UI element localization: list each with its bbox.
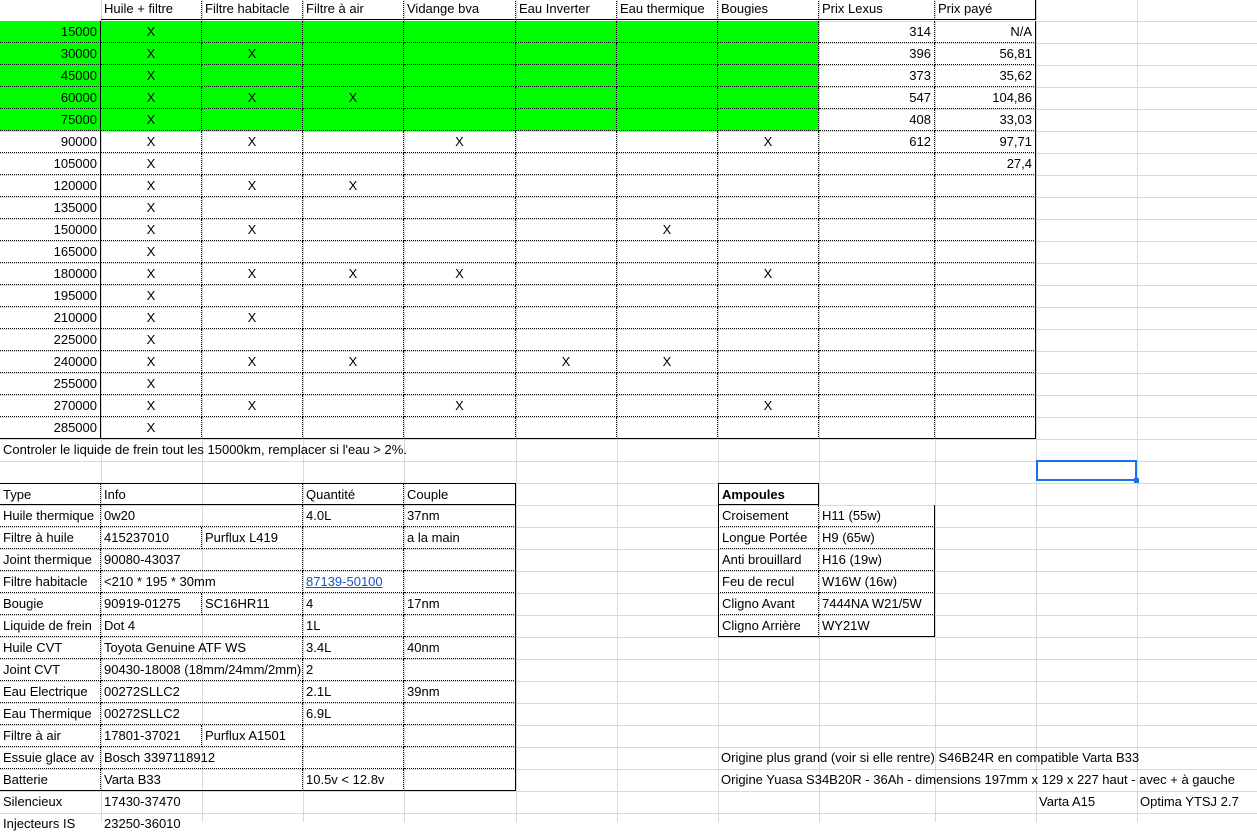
task-cell[interactable]: X (617, 219, 718, 241)
parts-cell[interactable] (303, 527, 404, 549)
parts-cell[interactable] (303, 549, 404, 571)
task-cell[interactable] (202, 285, 303, 307)
parts-cell[interactable]: Joint thermique (0, 549, 101, 571)
task-cell[interactable]: X (101, 109, 202, 131)
task-cell[interactable] (617, 307, 718, 329)
task-cell[interactable] (202, 329, 303, 351)
price-lexus-cell[interactable]: 547 (819, 87, 935, 109)
price-paid-cell[interactable] (935, 175, 1036, 197)
task-cell[interactable] (516, 263, 617, 285)
price-paid-cell[interactable]: 27,4 (935, 153, 1036, 175)
task-cell[interactable] (303, 395, 404, 417)
task-cell[interactable] (202, 153, 303, 175)
parts-cell[interactable] (404, 615, 516, 637)
price-paid-cell[interactable] (935, 219, 1036, 241)
task-cell[interactable] (718, 351, 819, 373)
parts-cell[interactable] (303, 725, 404, 747)
task-cell[interactable]: X (718, 263, 819, 285)
task-cell[interactable] (617, 109, 718, 131)
task-cell[interactable] (404, 197, 516, 219)
task-cell[interactable] (303, 153, 404, 175)
task-cell[interactable] (718, 241, 819, 263)
price-paid-cell[interactable] (935, 197, 1036, 219)
task-cell[interactable]: X (404, 395, 516, 417)
task-cell[interactable]: X (101, 241, 202, 263)
task-cell[interactable] (617, 65, 718, 87)
km-cell[interactable]: 285000 (0, 417, 101, 439)
task-cell[interactable] (718, 65, 819, 87)
grid-column-line (1036, 0, 1037, 822)
task-cell[interactable] (516, 131, 617, 153)
task-cell[interactable] (404, 65, 516, 87)
price-lexus-cell[interactable] (819, 329, 935, 351)
task-cell[interactable] (404, 285, 516, 307)
task-cell[interactable] (404, 219, 516, 241)
task-cell[interactable] (718, 285, 819, 307)
extra-part-ref[interactable]: 17430-37470 (104, 794, 181, 809)
task-cell[interactable]: X (404, 263, 516, 285)
price-lexus-cell[interactable] (819, 417, 935, 439)
parts-cell[interactable]: Eau Thermique (0, 703, 101, 725)
task-cell[interactable] (718, 219, 819, 241)
task-cell[interactable] (202, 109, 303, 131)
task-cell[interactable] (303, 197, 404, 219)
task-cell[interactable] (303, 373, 404, 395)
task-cell[interactable] (516, 153, 617, 175)
task-cell[interactable]: X (101, 153, 202, 175)
task-cell[interactable] (404, 175, 516, 197)
parts-cell[interactable]: 1L (303, 615, 404, 637)
parts-cell[interactable]: 6.9L (303, 703, 404, 725)
parts-header-cell[interactable]: Couple (404, 483, 516, 505)
task-cell[interactable]: X (101, 285, 202, 307)
bulb-position[interactable]: Longue Portée (718, 527, 819, 549)
task-cell[interactable]: X (617, 351, 718, 373)
task-cell[interactable] (404, 417, 516, 439)
task-cell[interactable] (718, 307, 819, 329)
header-cell[interactable]: Eau thermique (617, 0, 718, 20)
km-cell[interactable]: 120000 (0, 175, 101, 197)
parts-cell[interactable]: 17nm (404, 593, 516, 615)
task-cell[interactable] (516, 109, 617, 131)
parts-cell[interactable]: Liquide de frein (0, 615, 101, 637)
parts-cell[interactable]: 415237010 (101, 527, 202, 549)
task-cell[interactable] (516, 417, 617, 439)
price-paid-cell[interactable] (935, 307, 1036, 329)
parts-info-cell[interactable]: <210 * 195 * 30mm (101, 571, 303, 593)
parts-info-cell[interactable]: 90080-43037 (101, 549, 303, 571)
fill-handle[interactable] (1134, 478, 1139, 483)
parts-cell[interactable]: Joint CVT (0, 659, 101, 681)
task-cell[interactable] (516, 241, 617, 263)
task-cell[interactable] (617, 329, 718, 351)
task-cell[interactable] (303, 219, 404, 241)
parts-cell[interactable]: 37nm (404, 505, 516, 527)
task-cell[interactable] (404, 329, 516, 351)
battery-note-1[interactable]: Origine plus grand (voir si elle rentre) S46B24R en compatible Varta B33 (721, 750, 1140, 765)
task-cell[interactable] (404, 241, 516, 263)
parts-cell[interactable]: 4 (303, 593, 404, 615)
parts-info-cell[interactable]: Toyota Genuine ATF WS (101, 637, 303, 659)
price-lexus-cell[interactable] (819, 395, 935, 417)
parts-cell[interactable]: Purflux L419 (202, 527, 303, 549)
header-cell[interactable]: Prix payé (935, 0, 1036, 20)
parts-cell[interactable]: 10.5v < 12.8v (303, 769, 404, 791)
task-cell[interactable] (617, 395, 718, 417)
task-cell[interactable] (718, 373, 819, 395)
parts-cell[interactable]: Filtre à huile (0, 527, 101, 549)
task-cell[interactable] (202, 373, 303, 395)
parts-header-cell[interactable]: Type (0, 483, 101, 505)
task-cell[interactable] (404, 109, 516, 131)
bulb-position[interactable]: Cligno Avant (718, 593, 819, 615)
parts-cell[interactable]: 3.4L (303, 637, 404, 659)
price-paid-cell[interactable]: 33,03 (935, 109, 1036, 131)
task-cell[interactable]: X (516, 351, 617, 373)
price-lexus-cell[interactable] (819, 307, 935, 329)
task-cell[interactable] (303, 131, 404, 153)
price-lexus-cell[interactable] (819, 373, 935, 395)
price-lexus-cell[interactable] (819, 153, 935, 175)
task-cell[interactable] (303, 329, 404, 351)
task-cell[interactable] (404, 21, 516, 43)
task-cell[interactable] (516, 43, 617, 65)
parts-cell[interactable] (404, 549, 516, 571)
km-cell[interactable]: 255000 (0, 373, 101, 395)
price-lexus-cell[interactable]: 373 (819, 65, 935, 87)
task-cell[interactable] (404, 351, 516, 373)
task-cell[interactable] (617, 87, 718, 109)
price-lexus-cell[interactable] (819, 197, 935, 219)
task-cell[interactable] (516, 285, 617, 307)
parts-cell[interactable]: Batterie (0, 769, 101, 791)
task-cell[interactable] (516, 395, 617, 417)
brake-fluid-note[interactable]: Controler le liquide de frein tout les 15000km, remplacer si l'eau > 2%. (3, 442, 407, 457)
task-cell[interactable] (202, 65, 303, 87)
task-cell[interactable] (516, 307, 617, 329)
price-lexus-cell[interactable] (819, 219, 935, 241)
task-cell[interactable]: X (718, 131, 819, 153)
parts-cell[interactable]: 2 (303, 659, 404, 681)
task-cell[interactable] (404, 87, 516, 109)
task-cell[interactable]: X (101, 175, 202, 197)
bulb-type[interactable]: H9 (65w) (819, 527, 935, 549)
task-cell[interactable] (404, 373, 516, 395)
km-cell[interactable]: 75000 (0, 109, 101, 131)
task-cell[interactable] (202, 241, 303, 263)
task-cell[interactable] (303, 417, 404, 439)
task-cell[interactable]: X (101, 395, 202, 417)
parts-info-cell[interactable]: Dot 4 (101, 615, 303, 637)
km-cell[interactable]: 60000 (0, 87, 101, 109)
parts-info-cell[interactable]: Varta B33 (101, 769, 303, 791)
task-cell[interactable] (202, 417, 303, 439)
km-cell[interactable]: 105000 (0, 153, 101, 175)
task-cell[interactable] (303, 109, 404, 131)
parts-cell[interactable]: 40nm (404, 637, 516, 659)
bulb-position[interactable]: Cligno Arrière (718, 615, 819, 637)
price-lexus-cell[interactable] (819, 285, 935, 307)
parts-cell[interactable]: Purflux A1501 (202, 725, 303, 747)
task-cell[interactable] (516, 373, 617, 395)
task-cell[interactable] (303, 65, 404, 87)
task-cell[interactable]: X (202, 219, 303, 241)
task-cell[interactable] (202, 21, 303, 43)
parts-cell[interactable]: 39nm (404, 681, 516, 703)
parts-cell[interactable] (404, 747, 516, 769)
task-cell[interactable] (516, 197, 617, 219)
km-cell[interactable]: 15000 (0, 21, 101, 43)
task-cell[interactable] (617, 175, 718, 197)
task-cell[interactable] (516, 175, 617, 197)
task-cell[interactable]: X (202, 131, 303, 153)
task-cell[interactable] (718, 175, 819, 197)
km-cell[interactable]: 150000 (0, 219, 101, 241)
km-cell[interactable]: 180000 (0, 263, 101, 285)
parts-header-cell[interactable]: Info (101, 483, 303, 505)
km-cell[interactable]: 45000 (0, 65, 101, 87)
task-cell[interactable]: X (101, 417, 202, 439)
extra-part-ref[interactable]: 23250-36010 (104, 816, 181, 831)
bulb-type[interactable]: W16W (16w) (819, 571, 935, 593)
task-cell[interactable] (303, 43, 404, 65)
task-cell[interactable]: X (404, 131, 516, 153)
task-cell[interactable] (516, 65, 617, 87)
task-cell[interactable]: X (101, 263, 202, 285)
km-cell[interactable]: 210000 (0, 307, 101, 329)
task-cell[interactable] (718, 43, 819, 65)
bulb-position[interactable]: Feu de recul (718, 571, 819, 593)
price-lexus-cell[interactable]: 396 (819, 43, 935, 65)
parts-cell[interactable]: 87139-50100 (303, 571, 404, 593)
price-paid-cell[interactable]: 104,86 (935, 87, 1036, 109)
parts-cell[interactable] (404, 703, 516, 725)
task-cell[interactable]: X (101, 351, 202, 373)
header-cell[interactable]: Filtre à air (303, 0, 404, 20)
task-cell[interactable] (718, 417, 819, 439)
header-cell[interactable]: Filtre habitacle (202, 0, 303, 20)
task-cell[interactable] (718, 153, 819, 175)
task-cell[interactable]: X (202, 395, 303, 417)
task-cell[interactable] (718, 329, 819, 351)
price-paid-cell[interactable] (935, 241, 1036, 263)
price-paid-cell[interactable]: 35,62 (935, 65, 1036, 87)
parts-cell[interactable]: SC16HR11 (202, 593, 303, 615)
task-cell[interactable] (718, 197, 819, 219)
parts-cell[interactable]: 90919-01275 (101, 593, 202, 615)
parts-cell[interactable]: Filtre habitacle (0, 571, 101, 593)
task-cell[interactable]: X (202, 263, 303, 285)
task-cell[interactable] (617, 43, 718, 65)
price-lexus-cell[interactable] (819, 263, 935, 285)
price-lexus-cell[interactable] (819, 351, 935, 373)
parts-cell[interactable] (404, 659, 516, 681)
task-cell[interactable] (617, 21, 718, 43)
task-cell[interactable] (617, 197, 718, 219)
task-cell[interactable] (303, 285, 404, 307)
bulb-position[interactable]: Croisement (718, 505, 819, 527)
task-cell[interactable]: X (202, 87, 303, 109)
task-cell[interactable] (617, 131, 718, 153)
task-cell[interactable] (617, 263, 718, 285)
parts-info-cell[interactable]: 0w20 (101, 505, 303, 527)
task-cell[interactable]: X (101, 21, 202, 43)
bulb-type[interactable]: H11 (55w) (819, 505, 935, 527)
price-paid-cell[interactable]: N/A (935, 21, 1036, 43)
km-cell[interactable]: 30000 (0, 43, 101, 65)
price-lexus-cell[interactable]: 408 (819, 109, 935, 131)
price-lexus-cell[interactable] (819, 175, 935, 197)
km-cell[interactable]: 195000 (0, 285, 101, 307)
bulb-type[interactable]: H16 (19w) (819, 549, 935, 571)
bulb-position[interactable]: Anti brouillard (718, 549, 819, 571)
grid-column-line (1137, 0, 1138, 822)
price-paid-cell[interactable] (935, 373, 1036, 395)
battery-note-2[interactable]: Origine Yuasa S34B20R - 36Ah - dimensions 197mm x 129 x 227 haut - avec + à gauche (721, 772, 1235, 787)
parts-info-cell[interactable]: 00272SLLC2 (101, 681, 303, 703)
task-cell[interactable] (617, 373, 718, 395)
task-cell[interactable] (516, 219, 617, 241)
task-cell[interactable]: X (202, 351, 303, 373)
price-paid-cell[interactable] (935, 395, 1036, 417)
task-cell[interactable] (718, 21, 819, 43)
header-cell[interactable]: Prix Lexus (819, 0, 935, 20)
task-cell[interactable] (718, 109, 819, 131)
parts-cell[interactable]: 2.1L (303, 681, 404, 703)
parts-cell[interactable]: Huile CVT (0, 637, 101, 659)
price-paid-cell[interactable] (935, 417, 1036, 439)
parts-cell[interactable] (404, 769, 516, 791)
price-paid-cell[interactable] (935, 285, 1036, 307)
header-cell[interactable]: Huile + filtre (101, 0, 202, 20)
parts-cell[interactable] (404, 725, 516, 747)
header-cell[interactable]: Vidange bva (404, 0, 516, 20)
parts-cell[interactable]: a la main (404, 527, 516, 549)
km-cell[interactable]: 90000 (0, 131, 101, 153)
task-cell[interactable]: X (101, 43, 202, 65)
header-cell[interactable]: Bougies (718, 0, 819, 20)
parts-cell[interactable]: 4.0L (303, 505, 404, 527)
task-cell[interactable] (303, 307, 404, 329)
km-cell[interactable]: 270000 (0, 395, 101, 417)
parts-info-cell[interactable]: 90430-18008 (18mm/24mm/2mm) (101, 659, 303, 681)
price-lexus-cell[interactable]: 612 (819, 131, 935, 153)
task-cell[interactable] (718, 87, 819, 109)
parts-cell[interactable]: Huile thermique (0, 505, 101, 527)
parts-cell[interactable]: Eau Electrique (0, 681, 101, 703)
price-paid-cell[interactable] (935, 329, 1036, 351)
parts-info-cell[interactable]: Bosch 3397118912 (101, 747, 303, 769)
task-cell[interactable]: X (101, 65, 202, 87)
task-cell[interactable]: X (101, 197, 202, 219)
task-cell[interactable]: X (303, 351, 404, 373)
task-cell[interactable] (617, 241, 718, 263)
task-cell[interactable]: X (101, 373, 202, 395)
task-cell[interactable]: X (101, 329, 202, 351)
parts-cell[interactable] (303, 747, 404, 769)
selected-cell[interactable] (1036, 460, 1137, 481)
task-cell[interactable] (404, 307, 516, 329)
header-cell[interactable]: Eau Inverter (516, 0, 617, 20)
task-cell[interactable]: X (202, 43, 303, 65)
km-cell[interactable]: 135000 (0, 197, 101, 219)
bulb-type[interactable]: WY21W (819, 615, 935, 637)
price-lexus-cell[interactable] (819, 241, 935, 263)
task-cell[interactable]: X (101, 131, 202, 153)
parts-cell[interactable]: 17801-37021 (101, 725, 202, 747)
parts-cell[interactable]: Essuie glace av (0, 747, 101, 769)
price-paid-cell[interactable] (935, 351, 1036, 373)
task-cell[interactable] (617, 417, 718, 439)
price-lexus-cell[interactable]: 314 (819, 21, 935, 43)
task-cell[interactable] (404, 153, 516, 175)
parts-cell[interactable] (404, 571, 516, 593)
extra-part-label[interactable]: Silencieux (3, 794, 63, 809)
task-cell[interactable]: X (303, 263, 404, 285)
parts-cell[interactable]: Bougie (0, 593, 101, 615)
km-cell[interactable]: 240000 (0, 351, 101, 373)
task-cell[interactable] (516, 329, 617, 351)
task-cell[interactable]: X (101, 87, 202, 109)
parts-info-cell[interactable]: 00272SLLC2 (101, 703, 303, 725)
battery-option-1[interactable]: Varta A15 (1039, 794, 1096, 809)
price-paid-cell[interactable] (935, 263, 1036, 285)
parts-cell[interactable]: Filtre à air (0, 725, 101, 747)
price-paid-cell[interactable]: 97,71 (935, 131, 1036, 153)
task-cell[interactable]: X (303, 175, 404, 197)
task-cell[interactable] (617, 285, 718, 307)
task-cell[interactable] (617, 153, 718, 175)
task-cell[interactable]: X (101, 219, 202, 241)
task-cell[interactable]: X (202, 307, 303, 329)
parts-header-cell[interactable]: Quantité (303, 483, 404, 505)
price-paid-cell[interactable]: 56,81 (935, 43, 1036, 65)
km-cell[interactable]: 225000 (0, 329, 101, 351)
extra-part-label[interactable]: Injecteurs IS (3, 816, 76, 831)
task-cell[interactable]: X (202, 175, 303, 197)
task-cell[interactable]: X (718, 395, 819, 417)
task-cell[interactable] (516, 87, 617, 109)
bulb-type[interactable]: 7444NA W21/5W (819, 593, 935, 615)
task-cell[interactable] (303, 241, 404, 263)
bulbs-title[interactable]: Ampoules (718, 483, 819, 505)
task-cell[interactable] (303, 21, 404, 43)
battery-option-2[interactable]: Optima YTSJ 2.7 (1140, 794, 1239, 809)
task-cell[interactable]: X (101, 307, 202, 329)
task-cell[interactable] (516, 21, 617, 43)
task-cell[interactable]: X (303, 87, 404, 109)
km-cell[interactable]: 165000 (0, 241, 101, 263)
task-cell[interactable] (202, 197, 303, 219)
task-cell[interactable] (404, 43, 516, 65)
